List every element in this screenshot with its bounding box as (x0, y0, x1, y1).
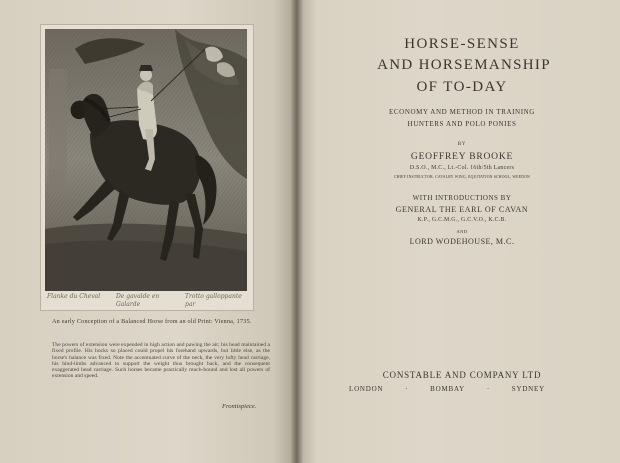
plate-caption-right: Trotto galloppante par (185, 293, 242, 308)
author-position: CHIEF INSTRUCTOR, CAVALRY WING, EQUITATION SCHOOL, WEEDON (393, 175, 530, 179)
subtitle-line-2: HUNTERS AND POLO PONIES (407, 120, 517, 128)
city-separator: · (405, 385, 409, 393)
plate-caption-left: Flanke du Cheval (47, 293, 101, 300)
title-line-2: AND HORSEMANSHIP (377, 57, 551, 73)
introducer-and: AND (456, 229, 468, 234)
author-name: GEOFFREY BROOKE (410, 152, 514, 162)
frontispiece-label: Frontispiece. (222, 403, 257, 410)
right-page (297, 0, 620, 463)
city-london: LONDON (349, 385, 384, 393)
title-line-3: OF TO-DAY (416, 79, 508, 95)
publisher-cities (349, 385, 545, 393)
horse-rider-engraving (45, 29, 247, 291)
frontispiece-plate (40, 24, 254, 311)
city-bombay: BOMBAY (430, 385, 466, 393)
plate-caption-center: De gavalde en Galarde (116, 293, 160, 308)
subtitle-line-1: ECONOMY AND METHOD IN TRAINING (389, 108, 535, 116)
city-separator: · (486, 385, 490, 393)
book-gutter (291, 0, 303, 463)
frontispiece-description: The powers of extension were expended in high action and pawing the air; his head maintained a fixed profile. His hocks so placed could propel his forehand upwards, but little else, as the horse's balance was fixed. Note the accentuated curve of the neck, the very lofty head carriage, his hind-limbs advanced to support the weight thus brought back, and the consequent exaggerated head carriage. Such horses became practically much-bound and lost all powers of extension and speed. (52, 342, 270, 380)
author-credentials: D.S.O., M.C., Lt.-Col. 16th/5th Lancers (409, 165, 515, 171)
frontispiece-caption: An early Conception of a Balanced Horse from an old Print: Vienna, 1735. (52, 318, 252, 325)
introducer-earl-credentials: K.P., G.C.M.G., G.C.V.O., K.C.B. (417, 217, 507, 223)
plate-captions (47, 293, 247, 309)
title-line-1: HORSE-SENSE (404, 36, 520, 52)
introducer-lord: LORD WODEHOUSE, M.C. (409, 237, 515, 246)
by-line: BY (457, 142, 467, 147)
introductions-heading: WITH INTRODUCTIONS BY (412, 194, 512, 202)
city-sydney: SYDNEY (511, 385, 545, 393)
left-page (0, 0, 297, 463)
publisher-name: CONSTABLE AND COMPANY LTD (382, 370, 542, 380)
introducer-earl: GENERAL THE EARL OF CAVAN (395, 205, 529, 214)
